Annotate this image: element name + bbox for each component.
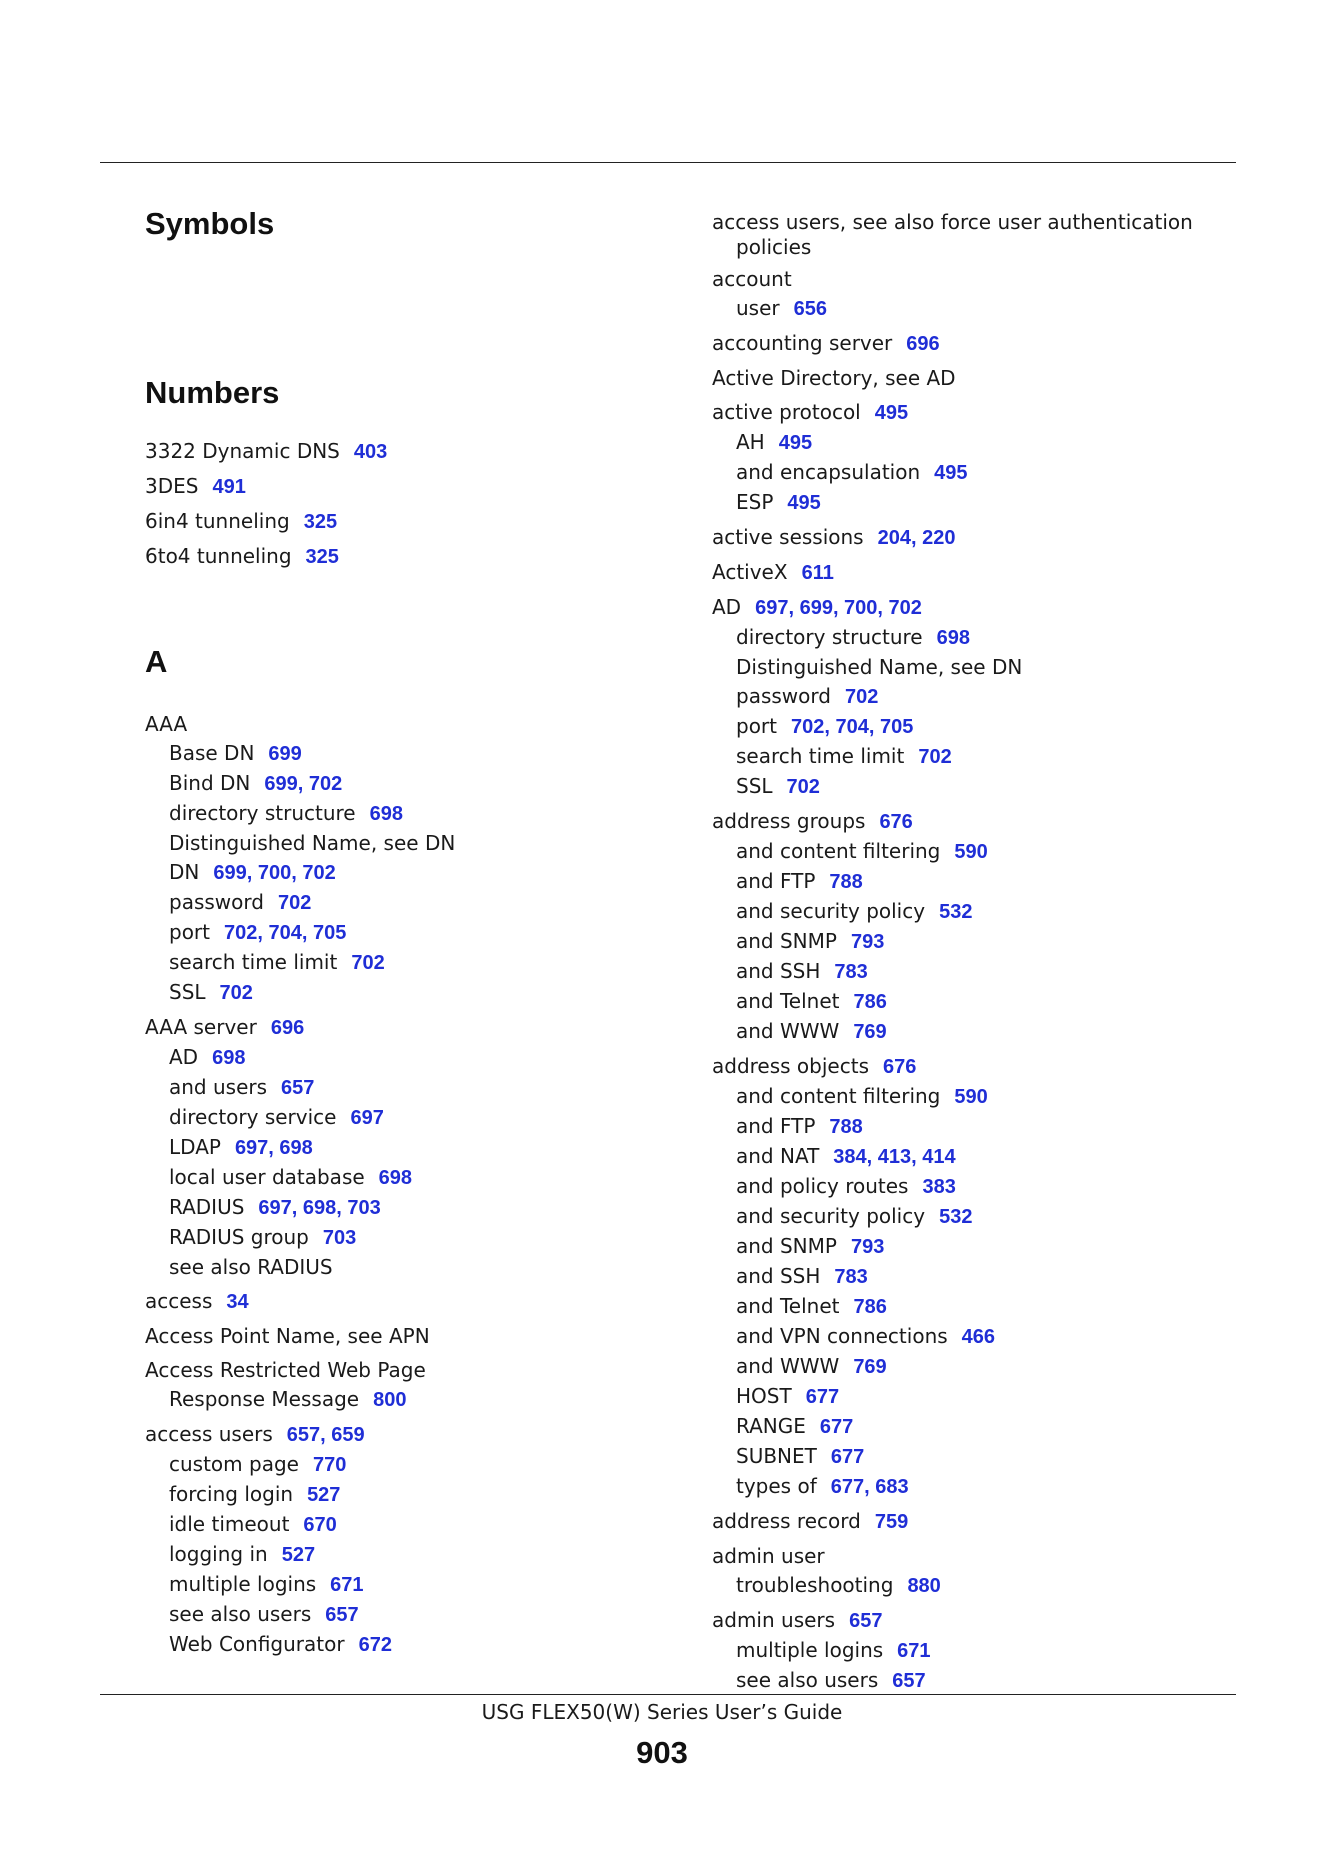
index-subentry — [712, 867, 1232, 897]
entry-term: Base DN — [169, 741, 255, 765]
entry-term: and content filtering — [736, 1084, 941, 1108]
entry-term: Bind DN — [169, 771, 251, 795]
entry-term: 3DES — [145, 474, 199, 498]
footer-rule — [100, 1694, 1236, 1695]
entry-term: custom page — [169, 1452, 299, 1476]
index-entry — [145, 507, 665, 537]
entry-term: Response Message — [169, 1387, 360, 1411]
footer-guide-title: USG FLEX50(W) Series User’s Guide — [481, 1700, 843, 1724]
entry-term: multiple logins — [736, 1638, 884, 1662]
page-link[interactable]: 770 — [312, 1454, 347, 1476]
page-link[interactable]: 702 — [277, 892, 312, 914]
entry-term: HOST — [736, 1384, 792, 1408]
page-link[interactable]: 788 — [829, 1116, 863, 1138]
index-subentry — [712, 1292, 1232, 1322]
index-subentry — [712, 1382, 1232, 1412]
index-entry-access — [145, 1287, 665, 1317]
page-link[interactable]: 671 — [897, 1640, 931, 1662]
page-link[interactable]: 657 — [281, 1077, 315, 1099]
page-link[interactable]: 495 — [874, 402, 909, 424]
entry-term: and policy routes — [736, 1174, 909, 1198]
entry-term: types of — [736, 1474, 817, 1498]
index-subentry — [145, 1043, 665, 1073]
index-subentry — [712, 1112, 1232, 1142]
index-entry-address-groups — [712, 807, 1232, 837]
index-entry-access-users — [145, 1420, 665, 1450]
entry-term: SUBNET — [736, 1444, 817, 1468]
entry-term: and Telnet — [736, 989, 840, 1013]
page-link[interactable]: 769 — [853, 1356, 887, 1378]
index-subentry — [145, 1253, 665, 1282]
entry-term: Access Restricted Web Page — [145, 1358, 426, 1382]
page-link[interactable]: 769 — [853, 1021, 887, 1043]
page-link[interactable]: 696 — [270, 1017, 305, 1039]
index-subentry — [145, 1540, 665, 1570]
page-link[interactable]: 697, 699, 700, 702 — [755, 597, 922, 619]
index-subentry — [712, 1442, 1232, 1472]
page-link[interactable]: 698 — [378, 1167, 413, 1189]
entry-term: local user database — [169, 1165, 365, 1189]
page-link[interactable]: 786 — [853, 991, 887, 1013]
page-link[interactable]: 698 — [369, 803, 403, 825]
entry-term: port — [169, 920, 210, 944]
page-link[interactable]: 204, 220 — [877, 527, 956, 549]
page-link[interactable]: 699 — [268, 743, 302, 765]
entry-term: multiple logins — [169, 1572, 317, 1596]
entry-term: SSL — [736, 774, 773, 798]
page-link[interactable]: 699, 700, 702 — [213, 862, 336, 884]
index-subentry — [712, 682, 1232, 712]
index-subentry — [712, 1082, 1232, 1112]
page-number: 903 — [636, 1735, 688, 1770]
index-subentry — [145, 1103, 665, 1133]
entry-term: 6in4 tunneling — [145, 509, 290, 533]
entry-term: password — [736, 684, 831, 708]
index-subentry — [712, 712, 1232, 742]
page-link[interactable]: 403 — [353, 441, 388, 463]
page-link[interactable]: 702 — [786, 776, 820, 798]
index-subentry — [145, 1570, 665, 1600]
index-subentry — [712, 1017, 1232, 1047]
entry-term: logging in — [169, 1542, 268, 1566]
page-link[interactable]: 698 — [212, 1047, 246, 1069]
page-link[interactable]: 702, 704, 705 — [224, 922, 347, 944]
entry-term: active protocol — [712, 400, 861, 424]
entry-term: Distinguished Name, see DN — [736, 655, 1023, 679]
entry-term: address objects — [712, 1054, 869, 1078]
index-subentry — [145, 1450, 665, 1480]
entry-term: and content filtering — [736, 839, 941, 863]
page-link[interactable]: 672 — [358, 1634, 392, 1656]
page-link[interactable]: 702 — [918, 746, 952, 768]
index-subentry — [145, 978, 665, 1008]
entry-term: active sessions — [712, 525, 864, 549]
index-subentry — [712, 927, 1232, 957]
page-link[interactable]: 697, 698 — [234, 1137, 313, 1159]
index-subentry — [145, 1480, 665, 1510]
entry-term: and FTP — [736, 869, 816, 893]
entry-term: Active Directory, see AD — [712, 366, 956, 390]
index-entry-aaa-server — [145, 1013, 665, 1043]
index-entry-activex — [712, 558, 1232, 588]
page-link[interactable]: 657 — [892, 1670, 926, 1692]
index-subentry — [712, 1571, 1232, 1601]
entry-term: and SNMP — [736, 929, 837, 953]
entry-term: AD — [712, 595, 742, 619]
page-link[interactable]: 793 — [850, 1236, 885, 1258]
page-link[interactable]: 325 — [303, 511, 338, 533]
index-subentry — [145, 858, 665, 888]
entry-term: address record — [712, 1509, 861, 1533]
page-link[interactable]: 466 — [961, 1326, 996, 1348]
entry-term: DN — [169, 860, 200, 884]
entry-term: directory service — [169, 1105, 337, 1129]
entry-term: idle timeout — [169, 1512, 290, 1536]
index-subentry — [145, 888, 665, 918]
entry-term: and encapsulation — [736, 460, 921, 484]
entry-term: see also users — [736, 1668, 879, 1692]
page-link[interactable]: 657 — [849, 1610, 883, 1632]
index-subentry — [712, 1172, 1232, 1202]
index-entry-access-restricted — [145, 1356, 665, 1385]
index-subentry — [712, 488, 1232, 518]
index-subentry — [712, 458, 1232, 488]
page-link[interactable]: 703 — [322, 1227, 357, 1249]
entry-term: and WWW — [736, 1019, 840, 1043]
page-link[interactable]: 532 — [939, 1206, 973, 1228]
index-subentry — [712, 1322, 1232, 1352]
page-link[interactable]: 702 — [351, 952, 385, 974]
entry-term: AH — [736, 430, 765, 454]
page-link[interactable]: 532 — [939, 901, 973, 923]
page-link[interactable]: 698 — [936, 627, 970, 649]
index-entry-continuation — [712, 235, 1232, 260]
entry-term: Distinguished Name, see DN — [169, 831, 456, 855]
index-subentry — [712, 1232, 1232, 1262]
index-entry-address-record — [712, 1507, 1232, 1537]
index-entry-access-users-see-also — [712, 210, 1232, 235]
entry-term: and SSH — [736, 959, 821, 983]
entry-term: and users — [169, 1075, 268, 1099]
entry-term: ESP — [736, 490, 774, 514]
index-entry-address-objects — [712, 1052, 1232, 1082]
index-subentry — [712, 1472, 1232, 1502]
page-link[interactable]: 697 — [350, 1107, 384, 1129]
index-subentry — [145, 918, 665, 948]
page-link[interactable]: 657 — [325, 1604, 359, 1626]
index-subentry — [712, 1352, 1232, 1382]
entry-term: RADIUS — [169, 1195, 245, 1219]
index-entry — [145, 437, 665, 467]
index-subentry — [712, 742, 1232, 772]
page-link[interactable]: 880 — [907, 1575, 941, 1597]
index-entry-admin-users — [712, 1606, 1232, 1636]
entry-term: and WWW — [736, 1354, 840, 1378]
page-link[interactable]: 677 — [819, 1416, 854, 1438]
entry-term: search time limit — [169, 950, 338, 974]
entry-term: troubleshooting — [736, 1573, 894, 1597]
index-entry-access-point-name — [145, 1322, 665, 1351]
index-subentry — [145, 1163, 665, 1193]
index-subentry — [712, 428, 1232, 458]
entry-term: and SSH — [736, 1264, 821, 1288]
page-link[interactable]: 527 — [281, 1544, 316, 1566]
entry-term: AD — [169, 1045, 199, 1069]
page-link[interactable]: 590 — [954, 1086, 988, 1108]
page-link[interactable]: 657, 659 — [286, 1424, 365, 1446]
page-link[interactable]: 611 — [801, 562, 834, 584]
entry-term: user — [736, 296, 780, 320]
page-link[interactable]: 677, 683 — [830, 1476, 909, 1498]
page-link[interactable]: 495 — [778, 432, 813, 454]
page-link[interactable]: 590 — [954, 841, 988, 863]
entry-term: AAA server — [145, 1015, 257, 1039]
index-subentry — [712, 987, 1232, 1017]
entry-term: and VPN connections — [736, 1324, 948, 1348]
entry-term: and FTP — [736, 1114, 816, 1138]
entry-term: see also users — [169, 1602, 312, 1626]
section-heading-a: A — [145, 644, 168, 679]
index-entry-admin-user — [712, 1542, 1232, 1571]
page-link[interactable]: 34 — [226, 1291, 249, 1313]
page-link[interactable]: 699, 702 — [264, 773, 343, 795]
index-subentry — [145, 1133, 665, 1163]
index-subentry — [145, 799, 665, 829]
index-left-column — [145, 206, 665, 1660]
page-link[interactable]: 495 — [787, 492, 821, 514]
index-subentry — [145, 739, 665, 769]
page-link[interactable]: 759 — [874, 1511, 909, 1533]
index-right-column — [712, 210, 1232, 1696]
index-entry-active-sessions — [712, 523, 1232, 553]
entry-term: directory structure — [736, 625, 923, 649]
header-rule — [100, 162, 1236, 163]
entry-term: 6to4 tunneling — [145, 544, 292, 568]
page-link[interactable]: 670 — [303, 1514, 337, 1536]
section-heading-symbols: Symbols — [145, 206, 275, 241]
entry-term: search time limit — [736, 744, 905, 768]
entry-term: and NAT — [736, 1144, 820, 1168]
entry-term: accounting server — [712, 331, 893, 355]
entry-term: admin user — [712, 1544, 825, 1568]
entry-term: address groups — [712, 809, 866, 833]
entry-term: forcing login — [169, 1482, 294, 1506]
index-entry-active-directory — [712, 364, 1232, 393]
entry-term: access — [145, 1289, 213, 1313]
index-subentry — [145, 1510, 665, 1540]
entry-term: RADIUS group — [169, 1225, 309, 1249]
page-link[interactable]: 527 — [307, 1484, 341, 1506]
page-link[interactable]: 491 — [212, 476, 246, 498]
index-subentry — [145, 1073, 665, 1103]
index-subentry — [712, 772, 1232, 802]
index-subentry — [145, 1193, 665, 1223]
entry-term: port — [736, 714, 777, 738]
entry-term: and Telnet — [736, 1294, 840, 1318]
entry-term: Access Point Name, see APN — [145, 1324, 430, 1348]
index-subentry — [712, 1142, 1232, 1172]
index-subentry — [712, 957, 1232, 987]
index-subentry — [145, 948, 665, 978]
entry-term: policies — [736, 235, 812, 259]
index-entry-account — [712, 265, 1232, 294]
index-subentry — [712, 837, 1232, 867]
index-subentry — [712, 897, 1232, 927]
page-link[interactable]: 656 — [793, 298, 827, 320]
index-subentry — [145, 769, 665, 799]
index-subentry — [712, 1666, 1232, 1696]
section-heading-numbers: Numbers — [145, 375, 280, 410]
entry-term: SSL — [169, 980, 206, 1004]
index-subentry — [712, 623, 1232, 653]
page-link[interactable]: 677 — [805, 1386, 840, 1408]
page-link[interactable]: 788 — [829, 871, 863, 893]
page-link[interactable]: 702 — [844, 686, 879, 708]
entry-term: admin users — [712, 1608, 836, 1632]
index-subentry — [145, 1385, 665, 1415]
index-subentry — [145, 1600, 665, 1630]
index-subentry — [712, 294, 1232, 324]
page-link[interactable]: 677 — [830, 1446, 865, 1468]
entry-term: Web Configurator — [169, 1632, 345, 1656]
entry-term: directory structure — [169, 801, 356, 825]
entry-term: LDAP — [169, 1135, 221, 1159]
entry-term: account — [712, 267, 792, 291]
entry-term: ActiveX — [712, 560, 788, 584]
page-link[interactable]: 793 — [850, 931, 885, 953]
entry-term: RANGE — [736, 1414, 806, 1438]
entry-term: 3322 Dynamic DNS — [145, 439, 340, 463]
page-link[interactable]: 383 — [922, 1176, 956, 1198]
index-entry-accounting-server — [712, 329, 1232, 359]
index-subentry — [712, 1202, 1232, 1232]
page-link[interactable]: 702 — [219, 982, 253, 1004]
entry-term: password — [169, 890, 264, 914]
index-subentry — [712, 1262, 1232, 1292]
index-entry-ad — [712, 593, 1232, 623]
entry-term: see also RADIUS — [169, 1255, 333, 1279]
entry-term: and security policy — [736, 899, 926, 923]
entry-term: AAA — [145, 712, 188, 736]
index-entry — [145, 472, 665, 502]
page-link[interactable]: 671 — [330, 1574, 364, 1596]
entry-term: and SNMP — [736, 1234, 837, 1258]
index-subentry — [712, 653, 1232, 682]
page-link[interactable]: 800 — [373, 1389, 407, 1411]
index-entry-aaa — [145, 710, 665, 739]
index-subentry — [145, 1223, 665, 1253]
page-link[interactable]: 786 — [853, 1296, 887, 1318]
index-subentry — [712, 1412, 1232, 1442]
page-link[interactable]: 495 — [934, 462, 968, 484]
page-link[interactable]: 783 — [834, 961, 868, 983]
index-entry-active-protocol — [712, 398, 1232, 428]
page-link[interactable]: 697, 698, 703 — [258, 1197, 381, 1219]
page-link[interactable]: 325 — [305, 546, 339, 568]
page-link[interactable]: 676 — [879, 811, 913, 833]
index-subentry — [712, 1636, 1232, 1666]
page-link[interactable]: 702, 704, 705 — [791, 716, 914, 738]
index-entry — [145, 542, 665, 572]
entry-term: and security policy — [736, 1204, 926, 1228]
index-subentry — [145, 829, 665, 858]
entry-term: access users — [145, 1422, 273, 1446]
entry-term: access users, see also force user authentication — [712, 210, 1193, 234]
page-link[interactable]: 384, 413, 414 — [833, 1146, 956, 1168]
page-link[interactable]: 676 — [882, 1056, 917, 1078]
page-link[interactable]: 783 — [834, 1266, 868, 1288]
index-subentry — [145, 1630, 665, 1660]
page-link[interactable]: 696 — [906, 333, 940, 355]
